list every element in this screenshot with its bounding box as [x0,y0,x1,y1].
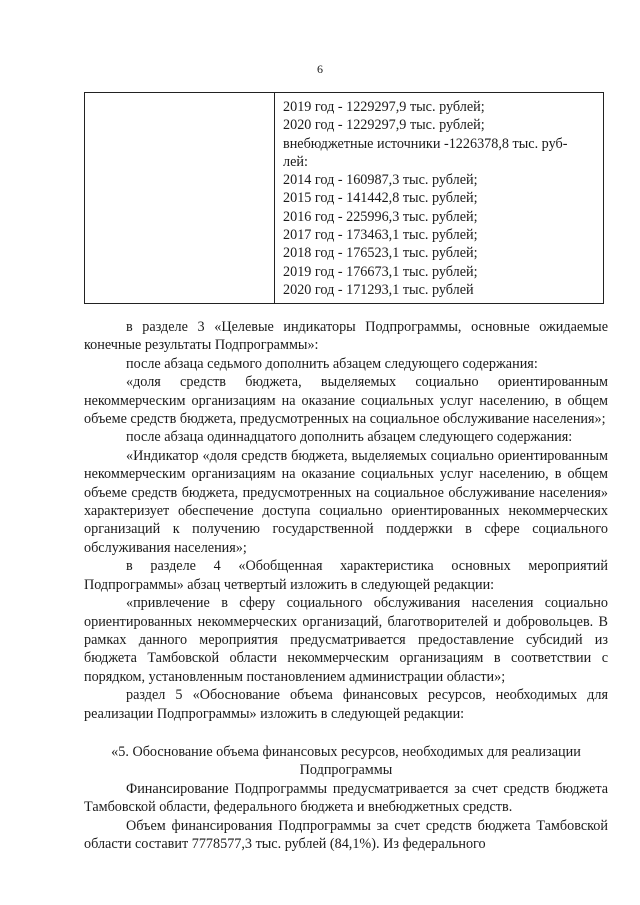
table-right-cell [275,93,603,303]
funding-line: лей: [283,153,308,170]
paragraph-section3-intro: в разделе 3 «Целевые индикаторы Подпрограммы, основные ожидаемые конечные результаты Подпрограммы»: [84,319,608,354]
funding-line: 2015 год - 141442,8 тыс. рублей; [283,190,478,207]
paragraph-indicator-description: «Индикатор «доля средств бюджета, выделяемых социально ориентированным некоммерческим организациям на оказание социальных услуг населению, в общем объеме средств бюджета, предусмотренных на социальное обслуживание населения» характеризует обеспечение доступа социально ориентированных некоммерческих организаций к получению государственной поддержки в сфере социального обслуживания населения»; [84,447,608,556]
funding-line: 2019 год - 176673,1 тыс. рублей; [283,263,478,280]
funding-line: 2016 год - 225996,3 тыс. рублей; [283,208,478,225]
funding-line: 2017 год - 173463,1 тыс. рублей; [283,227,478,244]
paragraph-indicator-quote: «доля средств бюджета, выделяемых социально ориентированным некоммерческим организациям на оказание социальных услуг населению, в общем объеме средств бюджета, предусмотренных на социальное обслуживание населения»; [84,374,608,428]
funding-line: 2018 год - 176523,1 тыс. рублей; [283,245,478,262]
paragraph-section5-intro: раздел 5 «Обоснование объема финансовых ресурсов, необходимых для реализации Подпрограммы» изложить в следующей редакции: [84,687,608,722]
paragraph-section4-intro: в разделе 4 «Обобщенная характеристика основных мероприятий Подпрограммы» абзац четвертый изложить в следующей редакции: [84,558,608,593]
funding-table [84,92,604,304]
page-number: 6 [317,62,323,76]
paragraph-financing-sources: Финансирование Подпрограммы предусматривается за счет средств бюджета Тамбовской области, федерального бюджета и внебюджетных средств. [84,780,608,816]
funding-line: внебюджетные источники -1226378,8 тыс. руб- [283,135,568,152]
paragraph-after-eleventh: после абзаца одиннадцатого дополнить абзацем следующего содержания: [126,429,573,446]
document-body [84,318,608,853]
funding-line: 2020 год - 171293,1 тыс. рублей [283,281,474,298]
paragraph-involvement-quote: «привлечение в сферу социального обслуживания населения социально ориентированных некоммерческих организаций, благотворителей и добровольцев. В рамках данного мероприятия предусматривается предоставление субсидий из бюджета Тамбовской области некоммерческим организациям в соответствии с порядком, установленным постановлением администрации области»; [84,595,608,685]
table-left-cell [85,93,275,303]
section5-heading: «5. Обоснование объема финансовых ресурсов, необходимых для реализации Подпрограммы [111,743,581,779]
funding-line: 2014 год - 160987,3 тыс. рублей; [283,172,478,189]
paragraph-financing-volume: Объем финансирования Подпрограммы за счет средств бюджета Тамбовской области составит 7778577,3 тыс. рублей (84,1%). Из федерального [84,817,608,852]
paragraph-after-seventh: после абзаца седьмого дополнить абзацем следующего содержания: [126,355,538,372]
funding-line: 2019 год - 1229297,9 тыс. рублей; [283,99,485,115]
funding-line: 2020 год - 1229297,9 тыс. рублей; [283,117,485,134]
